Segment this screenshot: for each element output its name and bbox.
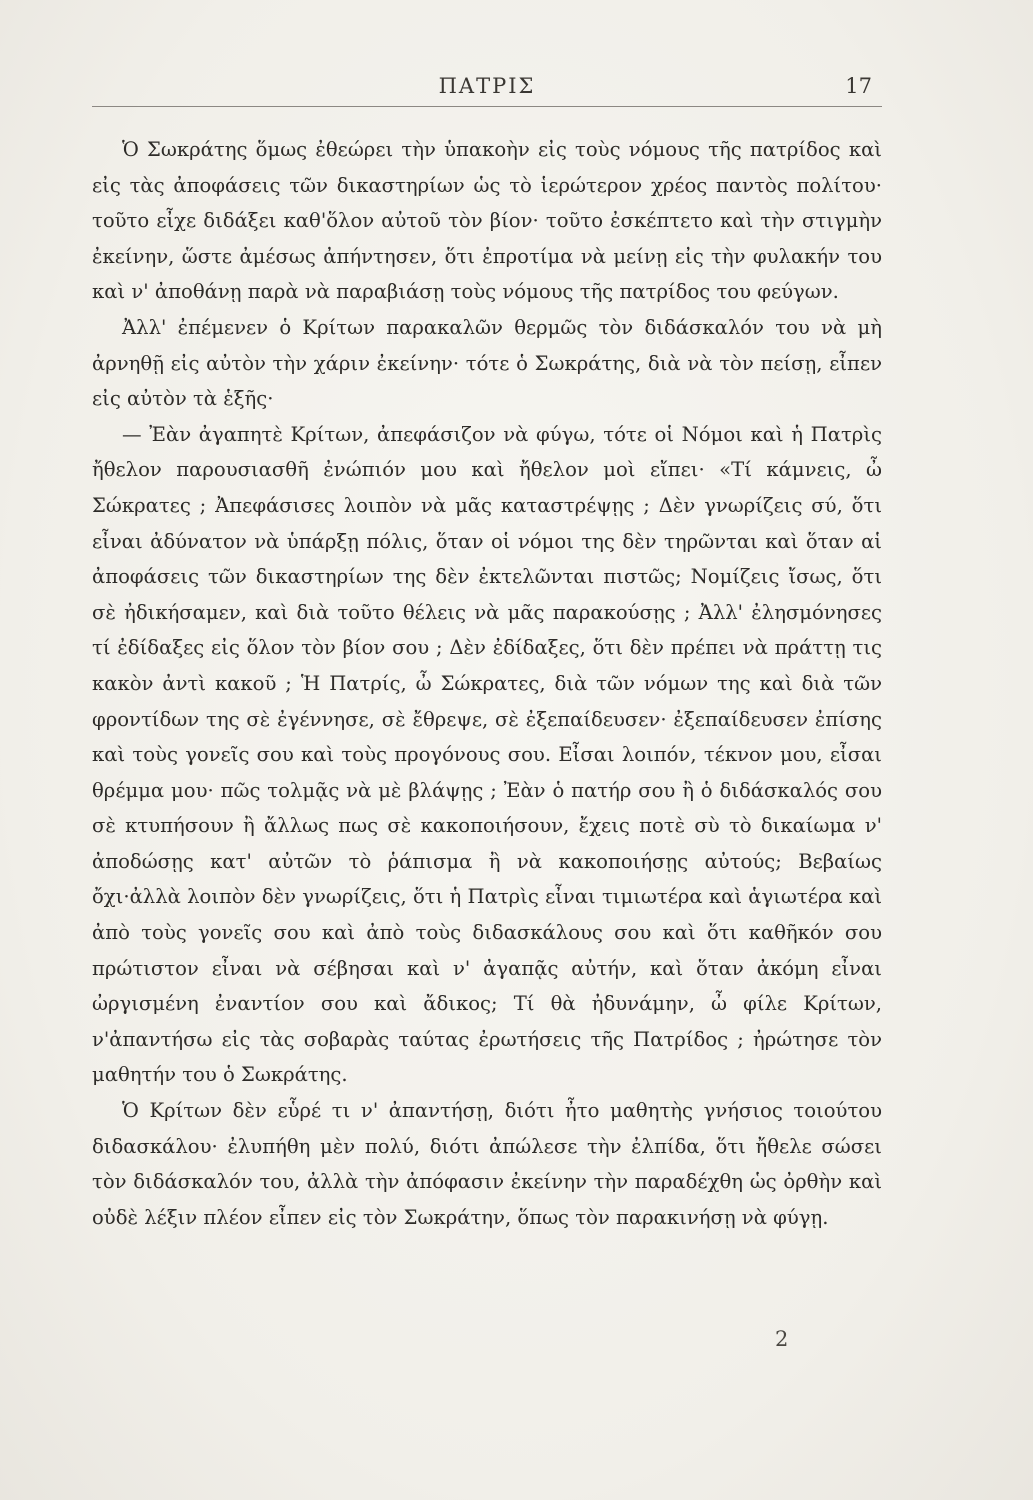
running-header — [92, 68, 882, 108]
paragraph-1: Ὁ Σωκράτης ὅμως ἐθεώρει τὴν ὑπακοὴν εἰς τοὺς νόμους τῆς πατρίδος καὶ εἰς τὰς ἀποφάσεις τῶν δικαστηρίων ὡς τὸ ἱερώτερον χρέος παντὸς πολίτου· τοῦτο εἶχε διδάξει καθ'ὅλον αὐτοῦ τὸν βίον· τοῦτο ἐσκέπτετο καὶ τὴν στιγμὴν ἐκείνην, ὥστε ἀμέσως ἀπήντησεν, ὅτι ἐπροτίμα νὰ μείνῃ εἰς τὴν φυλακήν του καὶ ν' ἀποθάνῃ παρὰ νὰ παραβιάσῃ τοὺς νόμους τῆς πατρίδος του φεύγων. — [92, 138, 882, 304]
header-rule — [92, 106, 882, 107]
paragraph-3: — Ἐὰν ἀγαπητὲ Κρίτων, ἀπεφάσιζον νὰ φύγω, τότε οἱ Νόμοι καὶ ἡ Πατρὶς ἤθελον παρουσιασθῆ ἐνώπιόν μου καὶ ἤθελον μοὶ εἴπει· «Τί κάμνεις, ὦ Σώκρατες ; Ἀπεφάσισες λοιπὸν νὰ μᾶς καταστρέψῃς ; Δὲν γνωρίζεις σύ, ὅτι εἶναι ἀδύνατον νὰ ὑπάρξῃ πόλις, ὅταν οἱ νόμοι της δὲν τηρῶνται καὶ ὅταν αἱ ἀποφάσεις τῶν δικαστηρίων της δὲν ἐκτελῶνται πιστῶς; Νομίζεις ἴσως, ὅτι σὲ ἠδικήσαμεν, καὶ διὰ τοῦτο θέλεις νὰ μᾶς παρακούσῃς ; Ἀλλ' ἐλησμόνησες τί ἐδίδαξες εἰς ὅλον τὸν βίον σου ; Δὲν ἐδίδαξες, ὅτι δὲν πρέπει νὰ πράττῃ τις κακὸν ἀντὶ κακοῦ ; Ἡ Πατρίς, ὦ Σώκρατες, διὰ τῶν νόμων της καὶ διὰ τῶν φροντίδων της σὲ ἐγέννησε, σὲ ἔθρεψε, σὲ ἐξεπαίδευσεν· ἐξεπαίδευσεν ἐπίσης καὶ τοὺς γονεῖς σου καὶ τοὺς προγόνους σου. Εἶσαι λοιπόν, τέκνον μου, εἶσαι θρέμμα μου· πῶς τολμᾷς νὰ μὲ βλάψῃς ; Ἐὰν ὁ πατήρ σου ἢ ὁ διδάσκαλός σου σὲ κτυπήσουν ἢ ἄλλως πως σὲ κακοποιήσουν, ἔχεις ποτὲ σὺ τὸ δικαίωμα ν' ἀποδώσῃς κατ' αὐτῶν τὸ ῥάπισμα ἢ νὰ κακοποιήσῃς αὐτούς; Βεβαίως ὄχι·ἀλλὰ λοιπὸν δὲν γνωρίζεις, ὅτι ἡ Πατρὶς εἶναι τιμιωτέρα καὶ ἁγιωτέρα καὶ ἀπὸ τοὺς γονεῖς σου καὶ ἀπὸ τοὺς διδασκάλους σου καὶ ὅτι καθῆκόν σου πρώτιστον εἶναι νὰ σέβησαι καὶ ν' ἀγαπᾷς αὐτήν, καὶ ὅταν ἀκόμη εἶναι ὠργισμένη ἐναντίον σου καὶ ἄδικος; Τί θὰ ἠδυνάμην, ὦ φίλε Κρίτων, ν'ἀπαντήσω εἰς τὰς σοβαρὰς ταύτας ἐρωτήσεις τῆς Πατρίδος ; ἠρώτησε τὸν μαθητήν του ὁ Σωκράτης. — [92, 422, 882, 1087]
paragraph-2: Ἀλλ' ἐπέμενεν ὁ Κρίτων παρακαλῶν θερμῶς τὸν διδάσκαλόν του νὰ μὴ ἀρνηθῇ εἰς αὐτὸν τὴν χάριν ἐκείνην· τότε ὁ Σωκράτης, διὰ νὰ τὸν πείσῃ, εἶπεν εἰς αὐτὸν τὰ ἑξῆς· — [92, 315, 882, 411]
page-number: 17 — [845, 74, 872, 98]
body-text — [92, 132, 882, 1235]
page-title: ΠΑΤΡΙΣ — [438, 74, 536, 98]
paragraph-4: Ὁ Κρίτων δὲν εὗρέ τι ν' ἀπαντήσῃ, διότι ἦτο μαθητὴς γνήσιος τοιούτου διδασκάλου· ἐλυπήθη μὲν πολύ, διότι ἀπώλεσε τὴν ἐλπίδα, ὅτι ἤθελε σώσει τὸν διδάσκαλόν του, ἀλλὰ τὴν ἀπόφασιν ἐκείνην τὴν παραδέχθη ὡς ὀρθὴν καὶ οὐδὲ λέξιν πλέον εἶπεν εἰς τὸν Σωκράτην, ὅπως τὸν παρακινήσῃ νὰ φύγῃ. — [92, 1099, 882, 1229]
signature-mark: 2 — [775, 1327, 789, 1351]
